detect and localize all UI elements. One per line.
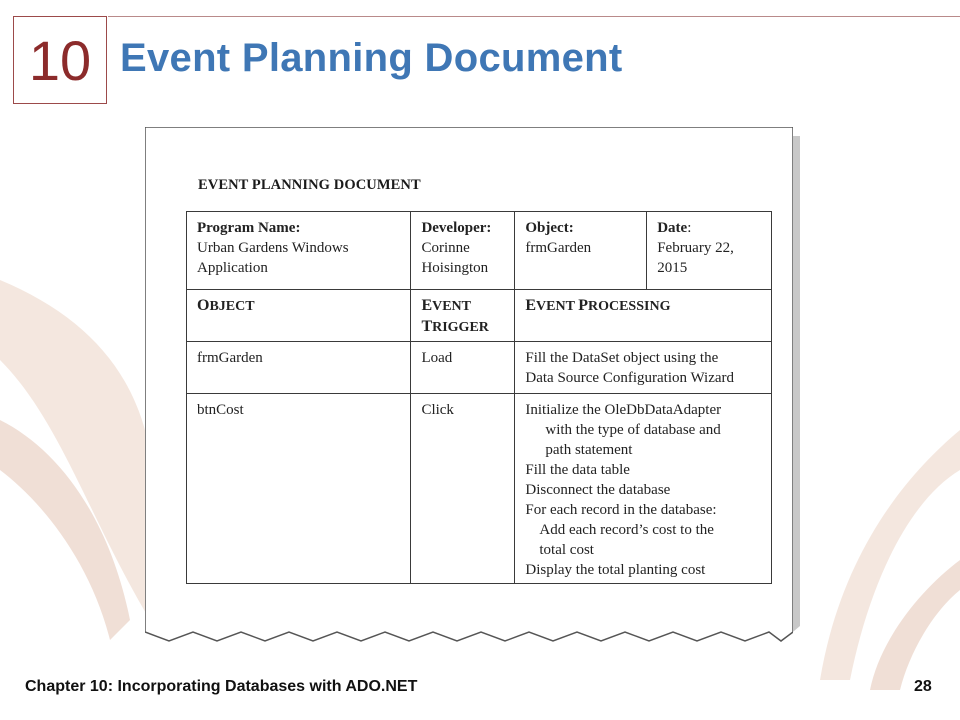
- table-header-info-row: [187, 212, 772, 290]
- row-object: btnCost: [187, 394, 411, 584]
- table-column-header-row: [187, 290, 772, 342]
- object-cell: [515, 212, 647, 290]
- footer-chapter-title: Chapter 10: Incorporating Databases with ADO.NET: [25, 678, 418, 695]
- event-planning-table: [186, 211, 772, 584]
- document-heading: EVENT PLANNING DOCUMENT: [198, 177, 421, 193]
- program-name-line: Application: [197, 260, 268, 276]
- row-trigger: Load: [411, 342, 515, 394]
- date-label: Date: [657, 220, 688, 236]
- program-name-label: Program Name:: [197, 220, 301, 236]
- date-cell: [647, 212, 772, 290]
- row-processing: Fill the DataSet object using the Data Source Configuration Wizard: [515, 342, 772, 394]
- chapter-number-box: [13, 16, 107, 104]
- column-header-object: OBJECT: [187, 290, 411, 342]
- column-header-event-processing: EVENT PROCESSING: [515, 290, 772, 342]
- chapter-number: 10: [28, 28, 92, 92]
- column-header-event-trigger: EVENT TRIGGER: [411, 290, 515, 342]
- program-name-line: Urban Gardens Windows: [197, 240, 349, 256]
- developer-line: Hoisington: [421, 260, 489, 276]
- row-object: frmGarden: [187, 342, 411, 394]
- table-row: [187, 394, 772, 584]
- date-line: February 22,: [657, 240, 734, 256]
- page-number: 28: [914, 678, 932, 695]
- date-line: 2015: [657, 260, 688, 276]
- program-name-cell: [187, 212, 411, 290]
- slide-title: Event Planning Document: [120, 36, 623, 80]
- row-processing: Initialize the OleDbDataAdapter with the type of database and path statement Fill the data table Disconnect the database For each record in the database: Add each record’s cost to the total cost Display the total planting cost: [515, 394, 772, 584]
- developer-label: Developer:: [421, 220, 492, 236]
- developer-line: Corinne: [421, 240, 470, 256]
- row-trigger: Click: [411, 394, 515, 584]
- object-value: frmGarden: [525, 240, 592, 256]
- table-row: [187, 342, 772, 394]
- date-colon: :: [687, 220, 692, 236]
- developer-cell: [411, 212, 515, 290]
- object-label: Object:: [525, 220, 574, 236]
- event-planning-document: [145, 127, 793, 647]
- header-rule: [108, 16, 960, 17]
